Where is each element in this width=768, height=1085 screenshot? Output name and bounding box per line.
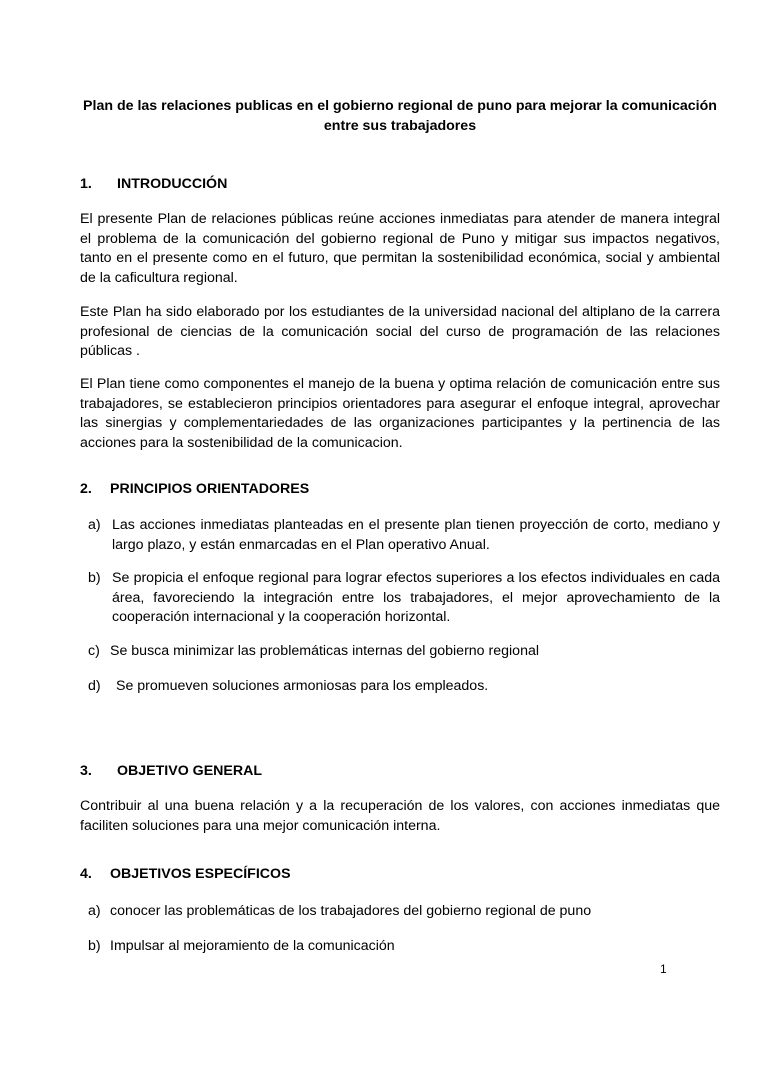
item-text: Se busca minimizar las problemáticas internas del gobierno regional [110,643,539,659]
section-number: 4. [80,866,92,882]
section-title: INTRODUCCIÓN [117,176,228,192]
section-heading-introduccion [80,174,227,194]
item-text: Las acciones inmediatas planteadas en el presente plan tienen proyección de corto, mediano y largo plazo, y están enmarcadas en el Plan operativo Anual. [112,517,720,553]
section-number: 2. [80,481,92,497]
item-label: b) [88,570,101,586]
item-label: c) [88,643,100,659]
section-title: OBJETIVOS ESPECÍFICOS [110,866,291,882]
item-text: Se promueven soluciones armoniosas para los empleados. [116,678,489,694]
objetivo-general-paragraph: Contribuir al una buena relación y a la recuperación de los valores, con acciones inmediatas que faciliten soluciones para una mejor comunicación interna. [80,798,720,834]
principio-item-c [88,642,720,662]
item-label: a) [88,903,101,919]
item-label: d) [88,678,101,694]
section-heading-objetivos-especificos [80,864,291,884]
page-number: 1 [660,962,667,976]
section-heading-principios [80,479,309,499]
section-title: PRINCIPIOS ORIENTADORES [110,481,310,497]
item-label: a) [88,517,101,533]
item-label: b) [88,938,101,954]
item-text: conocer las problemáticas de los trabajadores del gobierno regional de puno [110,903,592,919]
principio-item-b [88,569,720,628]
section-number: 1. [80,176,92,192]
objetivo-especifico-item-b [88,937,720,957]
intro-paragraph-2: Este Plan ha sido elaborado por los estudiantes de la universidad nacional del altiplano de la carrera profesional de ciencias de la comunicación social del curso de programación de las relaciones públicas . [80,304,720,359]
section-number: 3. [80,763,92,779]
item-text: Impulsar al mejoramiento de la comunicación [110,938,395,954]
intro-paragraph-3: El Plan tiene como componentes el manejo de la buena y optima relación de comunicación entre sus trabajadores, se establecieron principios orientadores para asegurar el enfoque integral, aprovechar las sinergias y complementariedades de las organizaciones participantes y la pertinencia de las acciones para la sostenibilidad de la comunicacion. [80,376,720,451]
item-text: Se propicia el enfoque regional para lograr efectos superiores a los efectos individuales en cada área, favoreciendo la integración entre los trabajadores, el mejor aprovechamiento de la cooperación internacional y la cooperación horizontal. [112,570,720,625]
objetivo-especifico-item-a [88,902,720,922]
intro-paragraph-1: El presente Plan de relaciones públicas reúne acciones inmediatas para atender de manera integral el problema de la comunicación del gobierno regional de Puno y mitigar sus impactos negativos, tanto en el presente como en el futuro, que permitan la sostenibilidad económica, social y ambiental de la caficultura regional. [80,211,720,286]
principio-item-d [88,677,720,697]
section-title: OBJETIVO GENERAL [117,763,263,779]
section-heading-objetivo-general [80,761,262,781]
document-title: Plan de las relaciones publicas en el gobierno regional de puno para mejorar la comunicación entre sus trabajadores [83,98,717,134]
principio-item-a [88,516,720,555]
